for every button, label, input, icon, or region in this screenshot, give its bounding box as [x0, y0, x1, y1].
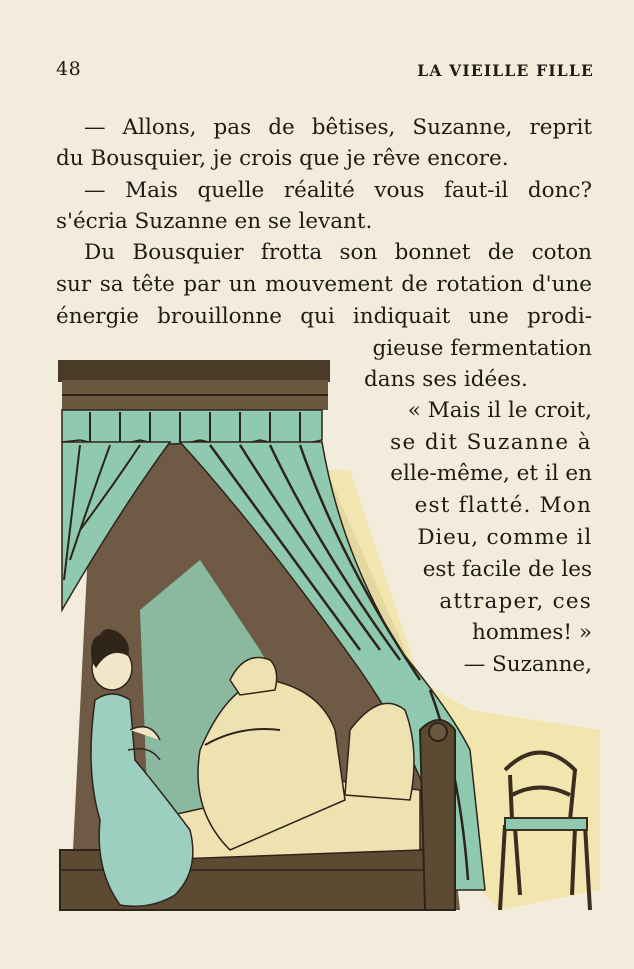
text-line: énergie brouillonne qui indiquait une prodi-	[56, 304, 592, 329]
valance	[62, 410, 322, 444]
text-line: dans ses idées.	[364, 367, 528, 392]
text-line: attraper, ces	[439, 589, 592, 614]
text-line: gieuse fermentation	[372, 336, 592, 361]
bed-scene-illustration	[0, 350, 634, 940]
page-number: 48	[56, 58, 82, 80]
text-line: hommes! »	[472, 620, 592, 645]
text-line: — Suzanne,	[463, 652, 592, 677]
text-line: « Mais il le croit,	[407, 398, 592, 423]
text-line: s'écria Suzanne en se levant.	[56, 209, 373, 234]
text-line: — Allons, pas de bêtises, Suzanne, reprit	[84, 115, 592, 140]
text-line: sur sa tête par un mouvement de rotation d'une	[56, 272, 592, 297]
text-line: du Bousquier, je crois que je rêve encore.	[56, 146, 509, 171]
text-line: — Mais quelle réalité vous faut-il donc?	[84, 178, 592, 203]
text-line: elle-même, et il en	[390, 461, 592, 486]
canopy-top	[58, 360, 330, 382]
running-head: LA VIEILLE FILLE	[417, 61, 594, 80]
text-line: est facile de les	[422, 557, 592, 582]
bed-headboard	[420, 720, 455, 910]
text-line: Du Bousquier frotta son bonnet de coton	[84, 240, 592, 265]
text-line: Dieu, comme il	[417, 525, 592, 550]
text-line: se dit Suzanne à	[390, 430, 592, 455]
text-line: est flatté. Mon	[414, 493, 592, 518]
